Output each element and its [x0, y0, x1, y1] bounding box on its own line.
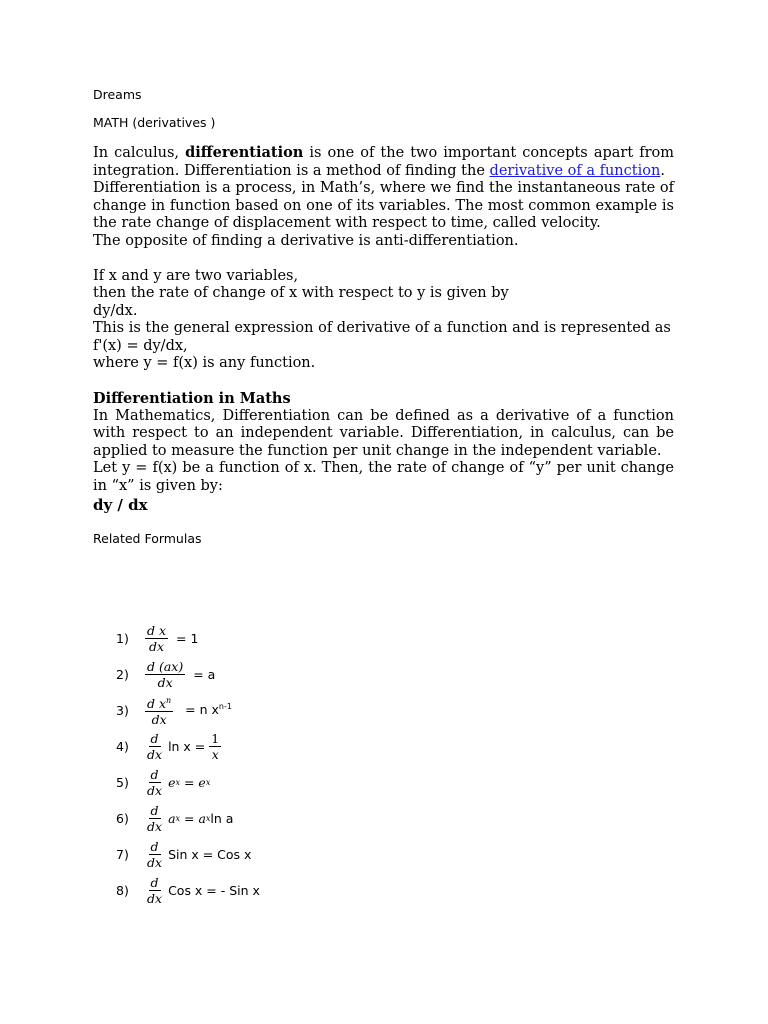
fraction-denominator: dx — [147, 854, 163, 870]
section-paragraph-1: In Mathematics, Differentiation can be defined as a derivative of a function with respect to an independent variable. Differentiation, in calculus, can be applied to measure the function per unit change in the independent variable. — [93, 407, 674, 459]
formula-number: 4) — [116, 738, 129, 754]
formula-number: 7) — [116, 846, 129, 862]
base-exponent: x — [175, 813, 181, 823]
derivative-fraction — [145, 767, 164, 798]
document-page — [93, 86, 674, 552]
derivative-fraction — [145, 839, 164, 870]
fraction-numerator: d — [150, 874, 159, 890]
fraction-numerator: d — [150, 802, 159, 818]
formula-number: 2) — [116, 666, 129, 682]
formula-number: 8) — [116, 882, 129, 898]
formula-result: Cos x = - Sin x — [168, 882, 260, 898]
derivative-fraction — [145, 731, 164, 762]
derivative-fraction — [145, 659, 185, 690]
intro-text-start: In calculus, — [93, 145, 186, 161]
fraction-denominator: dx — [147, 818, 163, 834]
process-paragraph: Differentiation is a process, in Math’s, where we find the instantaneous rate of change in function based on one of its variables. The most common example is the rate change of displacement with respect to time, called velocity. — [93, 180, 674, 231]
fraction-numerator: d — [150, 766, 159, 782]
formula-number: 3) — [116, 702, 129, 718]
formula-row — [116, 656, 260, 692]
variables-line-5: f'(x) = dy/dx, — [93, 337, 188, 354]
fraction-denominator: dx — [147, 746, 163, 762]
intro-text-end: . — [660, 162, 665, 179]
fraction-denominator: dx — [157, 674, 173, 690]
formula-row — [116, 620, 260, 656]
formula-result — [177, 702, 232, 717]
intro-bold-term: differentiation — [185, 144, 304, 161]
document-title: Dreams — [93, 87, 142, 102]
formula-result: Sin x = Cos x — [168, 846, 252, 862]
intro-text-middle: is one of the two important concepts apart from integration. Differentiation is a method of finding the — [93, 145, 674, 179]
formula-result: = 1 — [172, 630, 199, 646]
fraction-denominator: dx — [147, 782, 163, 798]
base-term: a — [168, 810, 176, 826]
fraction-numerator: d — [150, 730, 159, 746]
formula-row — [116, 872, 260, 908]
fraction-numerator: d — [150, 838, 159, 854]
formula-row — [116, 764, 260, 800]
derivative-fraction — [145, 875, 164, 906]
fraction-numerator — [145, 693, 173, 712]
fraction-numerator: 1 — [211, 730, 220, 746]
derivative-fraction — [145, 623, 168, 654]
fraction-numerator: d (ax) — [147, 658, 184, 674]
formula-row — [116, 728, 260, 764]
formula-list — [116, 620, 260, 908]
result-exponent: x — [205, 777, 211, 787]
result-term: e — [198, 774, 206, 790]
fraction-denominator: x — [211, 746, 219, 762]
base-term: e — [168, 774, 176, 790]
section-title: Differentiation in Maths — [93, 390, 291, 407]
result-exponent: x — [205, 813, 211, 823]
result-fraction — [209, 731, 221, 762]
subject-heading: MATH (derivatives ) — [93, 115, 216, 130]
formula-number: 5) — [116, 774, 129, 790]
formula-middle: ln x = — [168, 738, 210, 754]
formula-result: = a — [189, 666, 216, 682]
fraction-denominator: dx — [151, 712, 167, 728]
base-exponent: x — [175, 777, 180, 787]
fraction-denominator: dx — [148, 638, 165, 654]
variables-line-1: If x and y are two variables, — [93, 267, 299, 284]
numerator-text: d x — [147, 696, 167, 712]
equals-sign: = — [179, 774, 199, 790]
formula-number: 6) — [116, 810, 129, 826]
fraction-numerator: d x — [147, 622, 167, 638]
variables-line-6: where y = f(x) is any function. — [93, 355, 316, 371]
formula-number: 1) — [116, 630, 129, 646]
anti-differentiation-line: The opposite of finding a derivative is anti-differentiation. — [93, 232, 519, 249]
formula-row — [116, 836, 260, 872]
derivative-fraction — [145, 803, 164, 834]
numerator-exponent: n — [166, 695, 172, 705]
result-tail: ln a — [210, 810, 234, 826]
variables-line-3: dy/dx. — [93, 302, 138, 319]
section-paragraph-2: Let y = f(x) be a function of x. Then, the rate of change of “y” per unit change in “x” is given by: — [93, 460, 674, 494]
derivative-link[interactable]: derivative of a function — [489, 162, 661, 179]
fraction-denominator: dx — [147, 890, 163, 906]
dy-dx-expression: dy / dx — [93, 496, 148, 514]
related-formulas-title: Related Formulas — [93, 530, 202, 546]
equals-sign: = — [180, 810, 199, 826]
derivative-fraction — [145, 693, 173, 727]
intro-paragraph — [93, 144, 674, 180]
variables-line-2: then the rate of change of x with respect to y is given by — [93, 285, 509, 301]
result-term: a — [198, 810, 206, 826]
formula-row — [116, 800, 260, 836]
result-exponent: n-1 — [218, 702, 232, 712]
result-text: = n x — [177, 702, 219, 718]
formula-row — [116, 692, 260, 728]
variables-line-4: This is the general expression of derivative of a function and is represented as — [93, 320, 671, 336]
